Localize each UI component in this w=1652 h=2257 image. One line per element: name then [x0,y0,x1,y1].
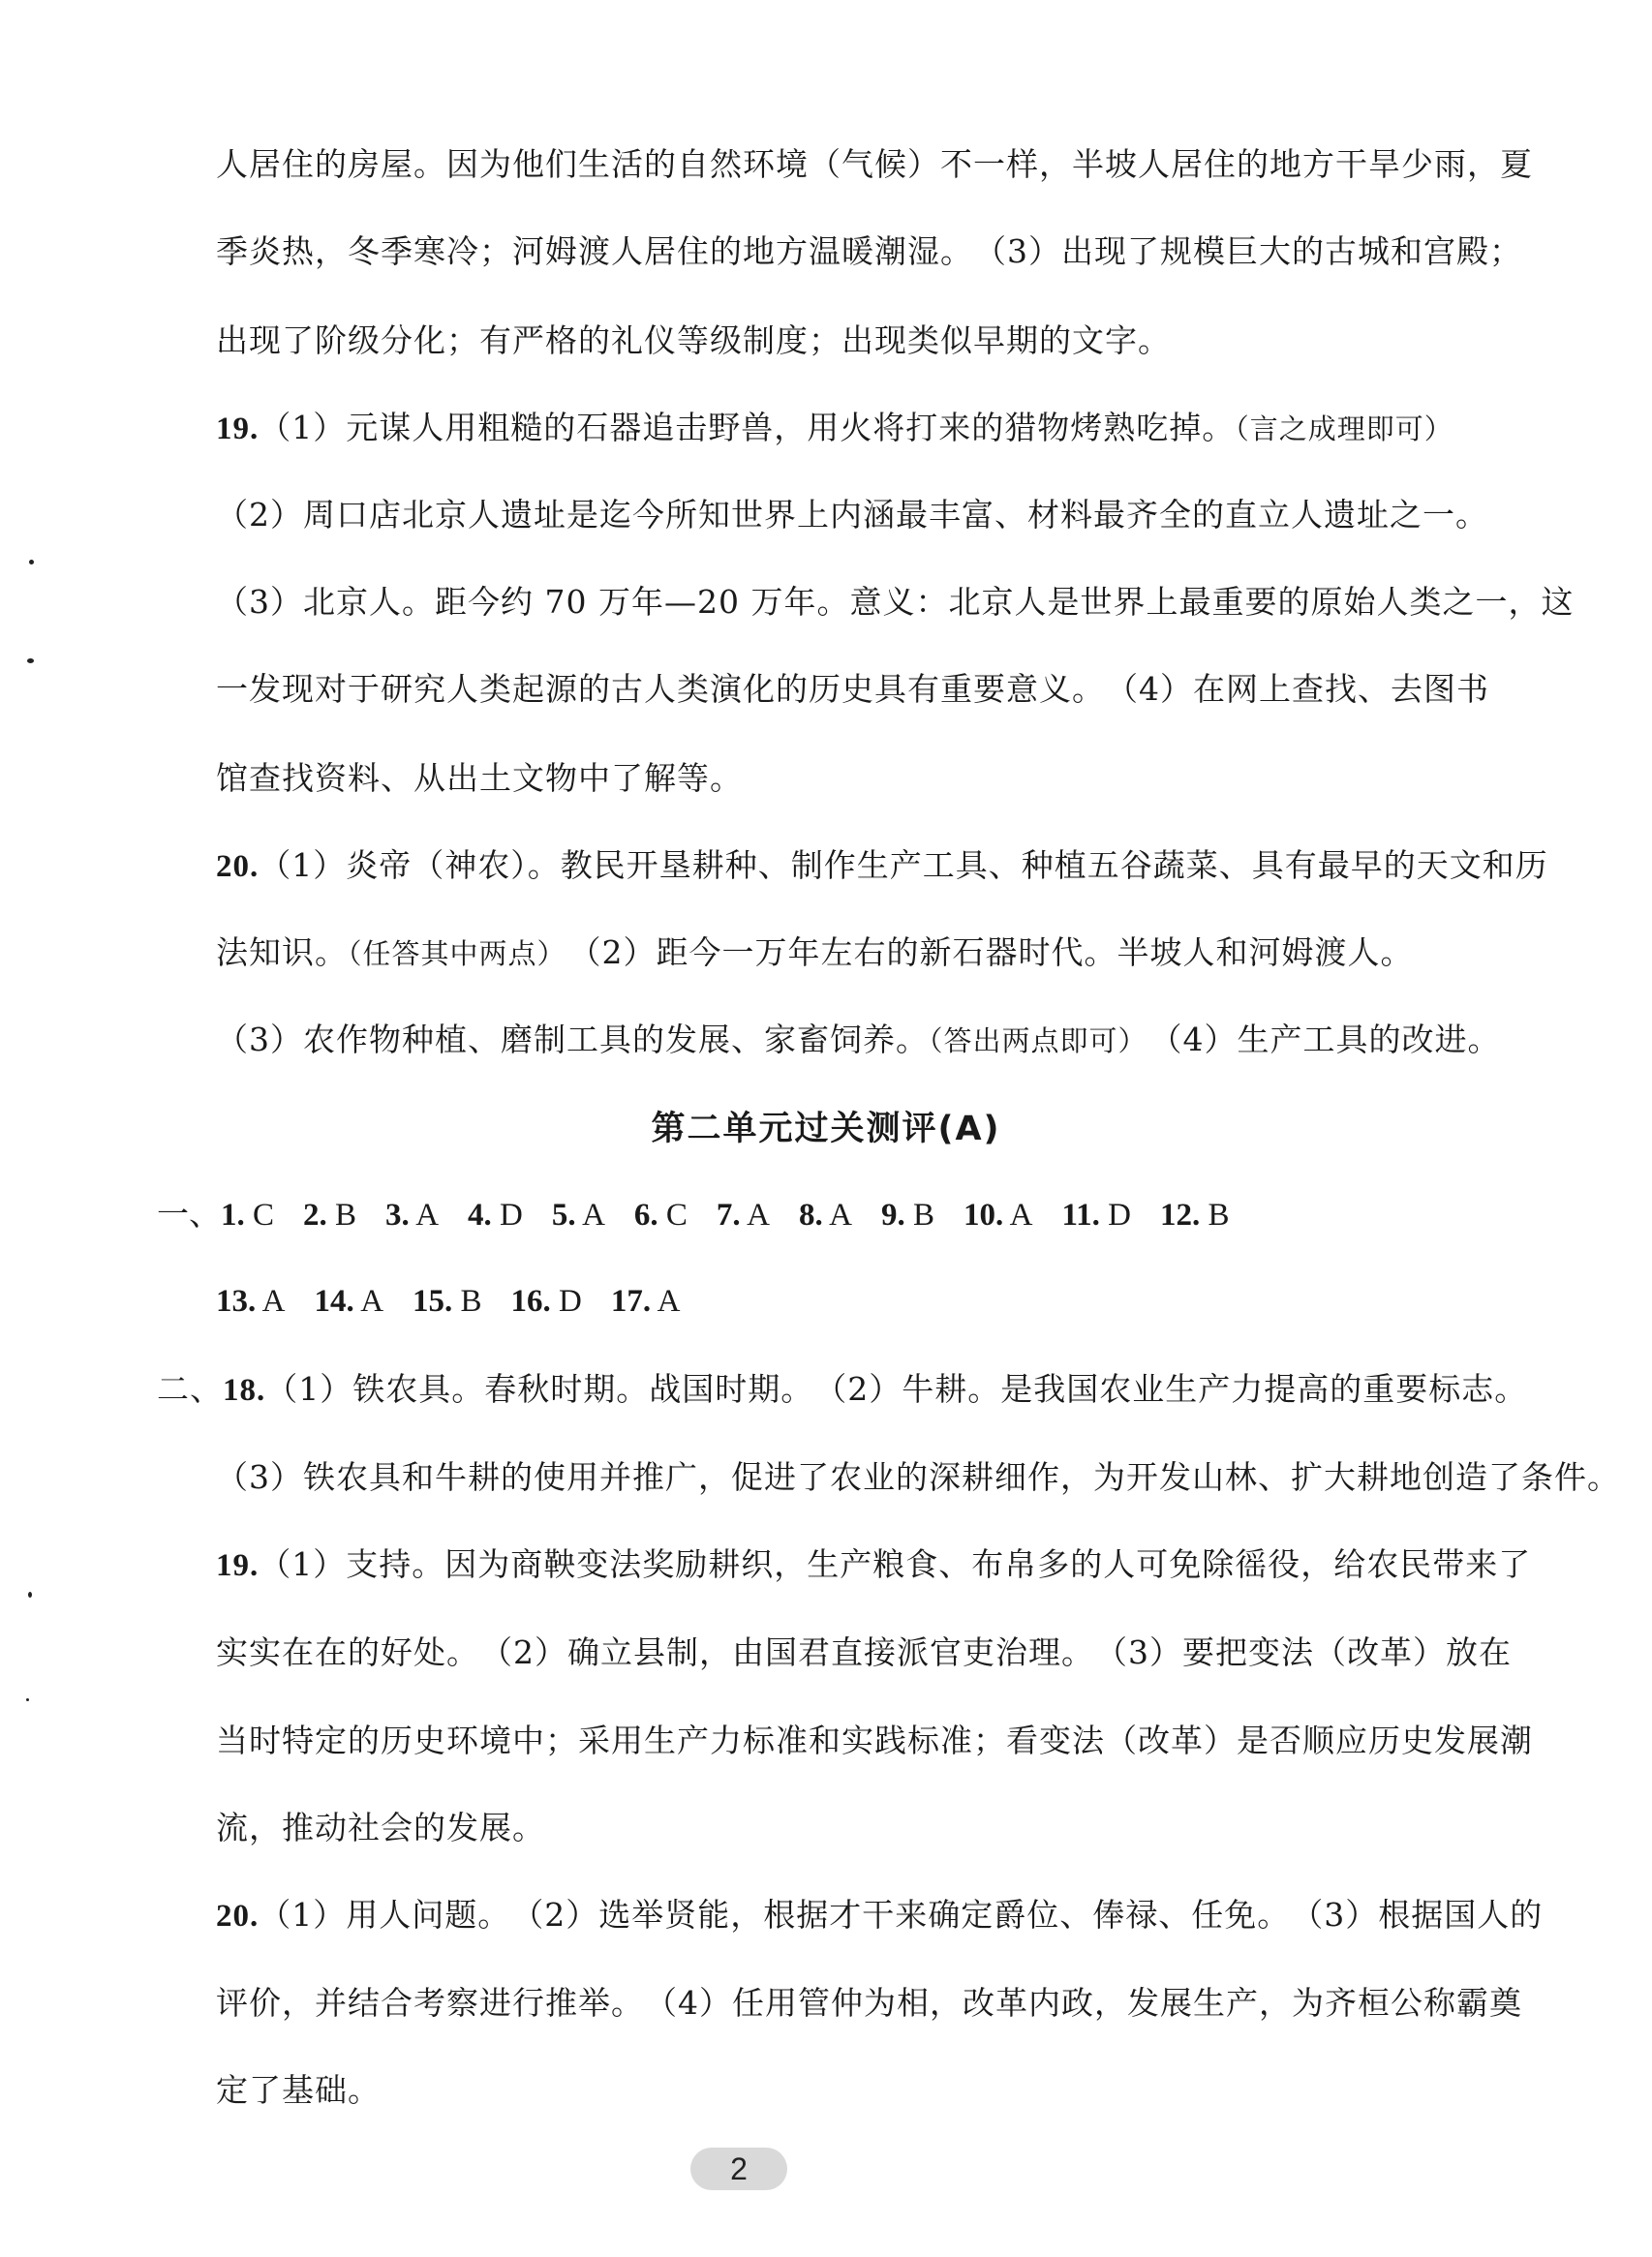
answer-line [216,1019,1501,1062]
part-two-q18-line [157,1368,1527,1412]
question-number: 20. [216,849,260,884]
answer-text: （2）距今一万年左右的新石器时代。半坡人和河姆渡人。 [552,933,1414,971]
mc-answer [717,1194,770,1236]
mc-choice: A [575,1198,605,1233]
mc-answer [881,1194,934,1236]
scan-speck [29,560,34,564]
question-number: 19. [216,412,260,446]
question-number: 18. [223,1373,266,1408]
mc-answer [216,1280,286,1323]
answer-line: 实实在在的好处。 （2）确立县制，由国君直接派官吏治理。 （3）要把变法（改革）放在 [216,1633,1512,1671]
answer-note: （答出两点即可） [929,1024,1134,1057]
mc-question-number: 7. [716,1198,741,1233]
mc-answer [634,1194,688,1236]
mc-question-number: 4. [468,1198,492,1233]
page-number: 2 [690,2148,787,2190]
question-number: 20. [216,1899,260,1934]
answer-text: （1）支持。因为商鞅变法奖励耕织，生产粮食、布帛多的人可免除徭役，给农民带来了 [259,1545,1532,1583]
mc-answer [799,1194,852,1236]
part-two-q19-line [216,1543,1531,1587]
answer-line: 当时特定的历史环境中；采用生产力标准和实践标准；看变法（改革）是否顺应历史发展潮 [216,1722,1533,1759]
mc-answer [468,1194,523,1236]
scan-speck [27,658,34,663]
mc-answer [1160,1194,1230,1236]
mc-choice: A [1003,1198,1033,1233]
mc-choice: B [452,1284,482,1319]
mc-answers-row-2 [216,1280,709,1323]
answer-note: （言之成理即可） [1235,412,1453,445]
answer-text: （3）农作物种植、磨制工具的发展、家畜饲养。 [216,1021,929,1058]
mc-question-number: 12. [1160,1198,1201,1233]
scan-speck [28,1592,32,1598]
mc-choice: B [326,1198,357,1233]
mc-answers-row-1 [157,1193,1259,1236]
section-title: 第二单元过关测评(A) [651,1110,1001,1148]
mc-question-number: 1. [221,1198,245,1233]
mc-choice: A [409,1198,440,1233]
mc-question-number: 5. [551,1198,576,1233]
mc-answer [964,1194,1033,1236]
mc-choice: A [651,1284,681,1319]
question-19-line [216,407,1453,450]
answer-line: （3）北京人。距今约 70 万年—20 万年。意义：北京人是世界上最重要的原始人类之一，这 [216,583,1575,621]
question-number: 19. [216,1548,260,1583]
mc-answer [315,1280,384,1323]
mc-answer [221,1194,274,1236]
mc-choice: C [244,1198,275,1233]
mc-choice: D [491,1198,523,1233]
mc-answer [385,1194,439,1236]
answer-line [216,931,1414,975]
answer-text: （1）用人问题。 （2）选举贤能，根据才干来确定爵位、俸禄、任免。 （3）根据国人的 [259,1896,1544,1934]
answer-line: 评价，并结合考察进行推举。 （4）任用管仲为相，改革内政，发展生产，为齐桓公称霸奠 [216,1984,1522,2022]
mc-question-number: 16. [510,1284,551,1319]
part-prefix: 二、 [157,1370,223,1408]
mc-choice: A [740,1198,770,1233]
mc-answer [303,1194,356,1236]
mc-question-number: 11. [1061,1198,1100,1233]
mc-choice: B [904,1198,934,1233]
mc-question-number: 10. [963,1198,1004,1233]
answer-line: 季炎热，冬季寒冷；河姆渡人居住的地方温暖潮湿。 （3）出现了规模巨大的古城和宫殿； [216,232,1522,270]
answer-line: 人居住的房屋。因为他们生活的自然环境（气候）不一样，半坡人居住的地方干旱少雨，夏 [216,145,1533,183]
answer-text: （4）生产工具的改进。 [1133,1021,1501,1058]
answer-note: （任答其中两点） [348,937,553,970]
mc-question-number: 2. [303,1198,327,1233]
mc-choice: C [658,1198,688,1233]
mc-question-number: 14. [314,1284,354,1319]
scan-speck [26,1698,29,1701]
answer-text: （1）铁农具。春秋时期。战国时期。 （2）牛耕。是我国农业生产力提高的重要标志。 [265,1370,1528,1408]
part-prefix: 一、 [157,1195,221,1233]
mc-answer [413,1280,482,1323]
answer-line: （2）周口店北京人遗址是迄今所知世界上内涵最丰富、材料最齐全的直立人遗址之一。 [216,496,1488,534]
mc-answer [511,1280,582,1323]
mc-question-number: 8. [798,1198,823,1233]
mc-question-number: 9. [880,1198,905,1233]
mc-choice: D [550,1284,582,1319]
answer-text: 法知识。 [216,933,348,971]
mc-answer [611,1280,681,1323]
mc-choice: A [353,1284,384,1319]
mc-choice: D [1099,1198,1132,1233]
mc-answer [1061,1194,1131,1236]
mc-question-number: 13. [216,1284,257,1319]
answer-text: （1）元谋人用粗糙的石器追击野兽，用火将打来的猎物烤熟吃掉。 [259,409,1236,446]
answer-line: 馆查找资料、从出土文物中了解等。 [216,759,743,797]
mc-choice: A [256,1284,286,1319]
answer-line: （3）铁农具和牛耕的使用并推广，促进了农业的深耕细作，为开发山林、扩大耕地创造了条件。 [216,1458,1620,1496]
answer-line: 一发现对于研究人类起源的古人类演化的历史具有重要意义。 （4）在网上查找、去图书 [216,670,1489,708]
mc-question-number: 15. [413,1284,453,1319]
mc-question-number: 3. [385,1198,410,1233]
answer-line: 流，推动社会的发展。 [216,1809,545,1846]
mc-answer [552,1194,605,1236]
question-20-line [216,844,1548,888]
part-two-q20-line [216,1894,1543,1937]
mc-question-number: 6. [633,1198,658,1233]
mc-choice: B [1200,1198,1230,1233]
mc-question-number: 17. [610,1284,652,1319]
answer-line: 出现了阶级分化；有严格的礼仪等级制度；出现类似早期的文字。 [216,321,1171,359]
answer-text: （1）炎帝（神农）。教民开垦耕种、制作生产工具、种植五谷蔬菜、具有最早的天文和历 [259,846,1548,884]
answer-line: 定了基础。 [216,2071,381,2109]
mc-choice: A [822,1198,852,1233]
